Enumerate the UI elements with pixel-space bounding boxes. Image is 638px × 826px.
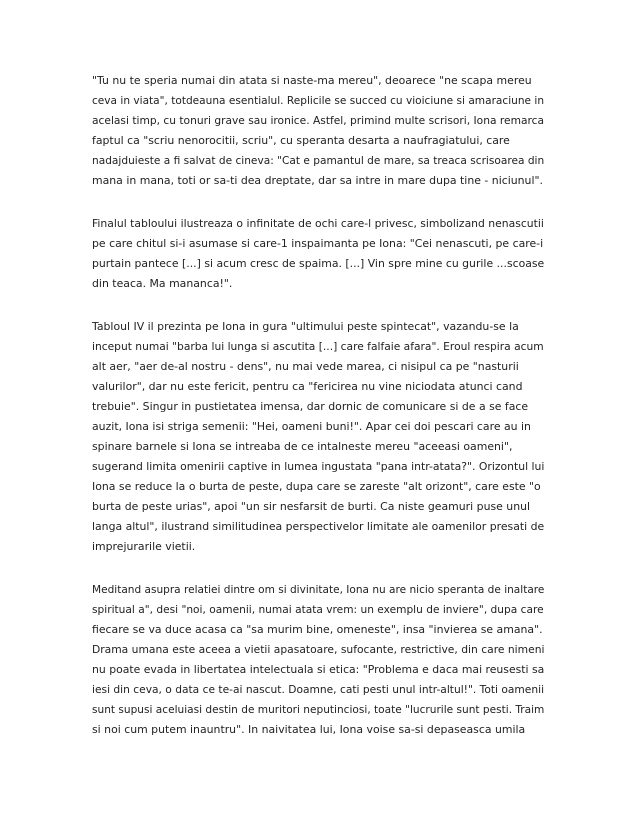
paragraph-2 (92, 214, 544, 294)
text-line: imprejurarile vietii. (92, 540, 196, 553)
text-line: Tabloul IV il prezinta pe Iona in gura "ultimului peste spintecat", vazandu-se la (92, 320, 519, 333)
text-line: faptul ca "scriu nenorocitii, scriu", cu speranta desarta a naufragiatului, care (92, 134, 510, 147)
text-line: inceput numai "barba lui lunga si ascutita [...] care falfaie afara". Eroul respira acum (92, 340, 544, 353)
text-line: nadajduieste a fi salvat de cineva: "Cat e pamantul de mare, sa treaca scrisoarea din (92, 154, 545, 167)
text-line: spinare barnele si Iona se intreaba de ce intalneste mereu "aceeasi oameni", (92, 440, 513, 453)
text-line: fiecare se va duce acasa ca "sa murim bine, omeneste", insa "invierea se amana". (92, 623, 543, 636)
text-line: ceva in viata", totdeauna esentialul. Replicile se succed cu vioiciune si amaraciune in (92, 94, 545, 107)
text-line: sugerand limita omenirii captive in lumea ingustata "pana intr-atata?". Orizontul lui (92, 460, 545, 473)
text-line: acelasi timp, cu tonuri grave sau ironice. Astfel, primind multe scrisori, Iona remarca (92, 114, 545, 127)
paragraph-4 (92, 580, 544, 740)
paragraph-1 (92, 71, 544, 191)
text-line: "Tu nu te speria numai din atata si naste-ma mereu", deoarece "ne scapa mereu (92, 74, 532, 87)
text-line: trebuie". Singur in pustietatea imensa, dar dornic de comunicare si de a se face (92, 400, 529, 413)
text-line: pe care chitul si-i asumase si care-1 inspaimanta pe Iona: "Cei nenascuti, pe care-i (92, 237, 544, 250)
text-line: Finalul tabloului ilustreaza o infinitate de ochi care-l privesc, simbolizand nenascutii (92, 217, 544, 230)
text-line: burta de peste urias", apoi "un sir nesfarsit de burti. Ca niste geamuri puse unul (92, 500, 531, 513)
text-line: din teaca. Ma mananca!". (92, 277, 233, 290)
text-line: si noi cum putem inauntru". In naivitatea lui, Iona voise sa-si depaseasca umila (92, 723, 526, 736)
text-line: mana in mana, toti or sa-ti dea dreptate, dar sa intre in mare dupa tine - niciunul". (92, 174, 543, 187)
text-line: Iona se reduce la o burta de peste, dupa care se zareste "alt orizont", care este "o (92, 480, 541, 493)
text-line: alt aer, "aer de-al nostru - dens", nu mai vede marea, ci nisipul ca pe "nasturii (92, 360, 519, 373)
text-line: Drama umana este aceea a vietii apasatoare, sufocante, restrictive, din care nimeni (92, 643, 545, 656)
text-line: nu poate evada in libertatea intelectuala si etica: "Problema e daca mai reusesti sa (92, 663, 545, 676)
text-line: spiritual a", desi "noi, oamenii, numai atata vrem: un exemplu de inviere", dupa care (92, 603, 544, 616)
paragraph-3 (92, 317, 544, 557)
document-body (92, 71, 544, 763)
text-line: sunt supusi aceluiasi destin de muritori neputinciosi, toate "lucrurile sunt pesti. Traim (92, 703, 545, 716)
text-line: purtain pantece [...] si acum cresc de spaima. [...] Vin spre mine cu gurile ...scoase (92, 257, 545, 270)
text-line: iesi din ceva, o data ce te-ai nascut. Doamne, cati pesti unul intr-altul!". Toti oamenii (92, 683, 545, 696)
text-line: auzit, Iona isi striga semenii: "Hei, oameni buni!". Apar cei doi pescari care au in (92, 420, 531, 433)
text-line: langa altul", ilustrand similitudinea perspectivelor limitate ale oamenilor presati de (92, 520, 545, 533)
text-line: valurilor", dar nu este fericit, pentru ca "fericirea nu vine niciodata atunci cand (92, 380, 523, 393)
text-line: Meditand asupra relatiei dintre om si divinitate, Iona nu are nicio speranta de inaltare (92, 583, 545, 596)
